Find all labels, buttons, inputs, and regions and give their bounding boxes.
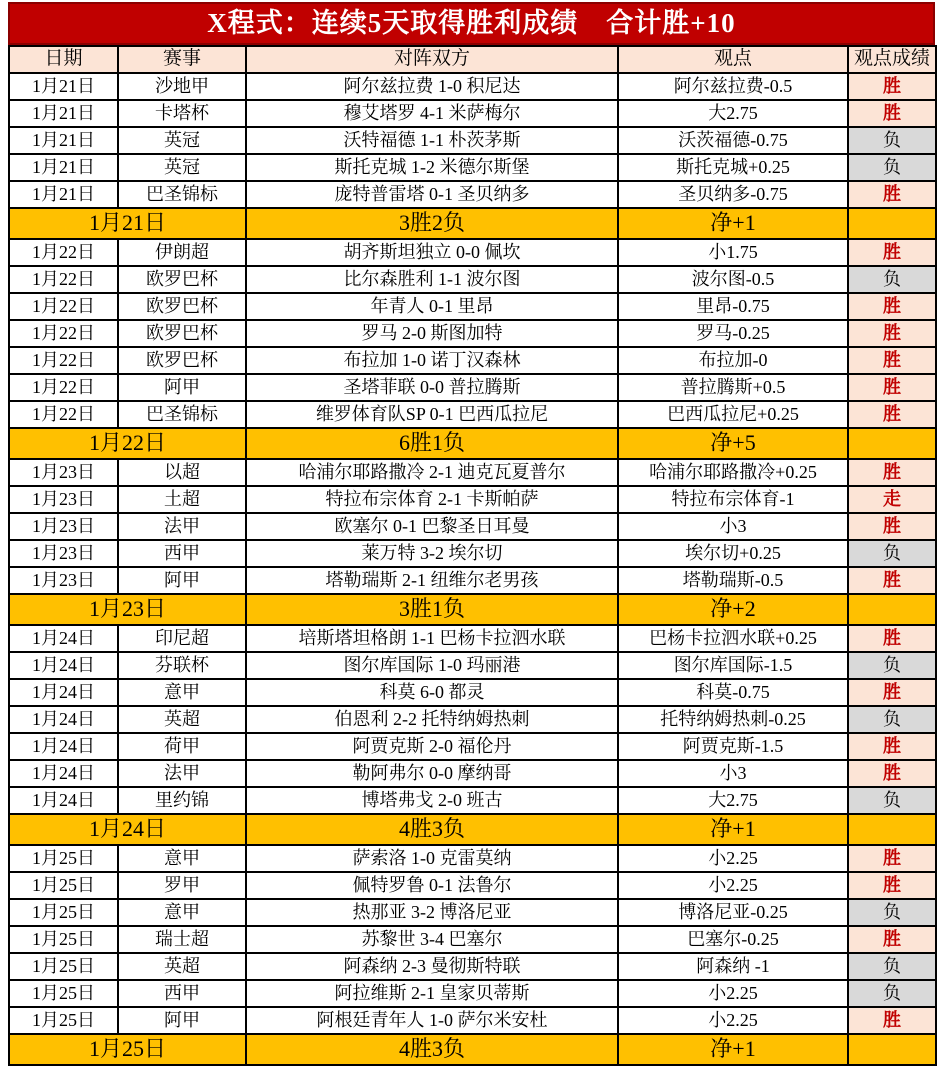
cell-league: 英超 <box>118 953 246 980</box>
cell-date: 1月23日 <box>9 540 118 567</box>
cell-matchup: 阿根廷青年人 1-0 萨尔米安杜 <box>246 1007 618 1034</box>
cell-pick: 小3 <box>618 513 848 540</box>
cell-matchup: 塔勒瑞斯 2-1 纽维尔老男孩 <box>246 567 618 594</box>
cell-matchup: 特拉布宗体育 2-1 卡斯帕萨 <box>246 486 618 513</box>
match-row <box>9 540 936 567</box>
cell-result: 胜 <box>848 401 936 428</box>
match-row <box>9 73 936 100</box>
match-row <box>9 513 936 540</box>
cell-result: 负 <box>848 953 936 980</box>
cell-matchup: 哈浦尔耶路撒冷 2-1 迪克瓦夏普尔 <box>246 459 618 486</box>
cell-pick: 小2.25 <box>618 1007 848 1034</box>
cell-date: 1月25日 <box>9 953 118 980</box>
match-row <box>9 320 936 347</box>
cell-matchup: 苏黎世 3-4 巴塞尔 <box>246 926 618 953</box>
cell-league: 英冠 <box>118 127 246 154</box>
cell-result: 负 <box>848 899 936 926</box>
match-row <box>9 266 936 293</box>
cell-date: 1月25日 <box>9 926 118 953</box>
cell-result: 胜 <box>848 679 936 706</box>
cell-league: 巴圣锦标 <box>118 181 246 208</box>
cell-date: 1月22日 <box>9 293 118 320</box>
cell-league: 沙地甲 <box>118 73 246 100</box>
cell-result: 胜 <box>848 845 936 872</box>
cell-league: 芬联杯 <box>118 652 246 679</box>
cell-matchup: 阿森纳 2-3 曼彻斯特联 <box>246 953 618 980</box>
cell-date: 1月22日 <box>9 374 118 401</box>
cell-pick: 布拉加-0 <box>618 347 848 374</box>
summary-net: 净+1 <box>618 208 848 239</box>
cell-result: 胜 <box>848 374 936 401</box>
cell-league: 意甲 <box>118 845 246 872</box>
summary-record: 4胜3负 <box>246 1034 618 1065</box>
match-row <box>9 374 936 401</box>
cell-date: 1月23日 <box>9 486 118 513</box>
cell-matchup: 圣塔菲联 0-0 普拉腾斯 <box>246 374 618 401</box>
results-table-body <box>9 73 936 1065</box>
column-header-league: 赛事 <box>118 46 246 73</box>
cell-matchup: 年青人 0-1 里昂 <box>246 293 618 320</box>
cell-date: 1月21日 <box>9 127 118 154</box>
cell-date: 1月21日 <box>9 100 118 127</box>
cell-pick: 小2.25 <box>618 872 848 899</box>
cell-pick: 小2.25 <box>618 845 848 872</box>
cell-date: 1月22日 <box>9 401 118 428</box>
cell-date: 1月24日 <box>9 787 118 814</box>
match-row <box>9 926 936 953</box>
match-row <box>9 154 936 181</box>
match-row <box>9 652 936 679</box>
match-row <box>9 980 936 1007</box>
cell-league: 以超 <box>118 459 246 486</box>
cell-pick: 沃茨福德-0.75 <box>618 127 848 154</box>
column-header-date: 日期 <box>9 46 118 73</box>
match-row <box>9 486 936 513</box>
summary-net: 净+1 <box>618 1034 848 1065</box>
cell-pick: 图尔库国际-1.5 <box>618 652 848 679</box>
cell-league: 欧罗巴杯 <box>118 293 246 320</box>
cell-result: 胜 <box>848 1007 936 1034</box>
summary-record: 4胜3负 <box>246 814 618 845</box>
cell-date: 1月21日 <box>9 73 118 100</box>
cell-matchup: 图尔库国际 1-0 玛丽港 <box>246 652 618 679</box>
day-summary-row <box>9 1034 936 1065</box>
cell-date: 1月24日 <box>9 733 118 760</box>
column-header-result: 观点成绩 <box>848 46 936 73</box>
cell-league: 土超 <box>118 486 246 513</box>
summary-date: 1月23日 <box>9 594 246 625</box>
summary-result-spacer <box>848 1034 936 1065</box>
cell-league: 瑞士超 <box>118 926 246 953</box>
summary-record: 3胜2负 <box>246 208 618 239</box>
cell-result: 胜 <box>848 73 936 100</box>
cell-result: 负 <box>848 652 936 679</box>
cell-pick: 罗马-0.25 <box>618 320 848 347</box>
cell-date: 1月24日 <box>9 652 118 679</box>
match-row <box>9 181 936 208</box>
cell-matchup: 阿拉维斯 2-1 皇家贝蒂斯 <box>246 980 618 1007</box>
match-row <box>9 787 936 814</box>
cell-date: 1月22日 <box>9 347 118 374</box>
cell-matchup: 罗马 2-0 斯图加特 <box>246 320 618 347</box>
cell-result: 胜 <box>848 239 936 266</box>
column-header-matchup: 对阵双方 <box>246 46 618 73</box>
summary-date: 1月22日 <box>9 428 246 459</box>
cell-date: 1月24日 <box>9 625 118 652</box>
cell-league: 法甲 <box>118 513 246 540</box>
summary-date: 1月25日 <box>9 1034 246 1065</box>
cell-result: 胜 <box>848 100 936 127</box>
cell-result: 胜 <box>848 567 936 594</box>
summary-net: 净+5 <box>618 428 848 459</box>
cell-result: 胜 <box>848 926 936 953</box>
cell-date: 1月24日 <box>9 760 118 787</box>
day-summary-row <box>9 814 936 845</box>
cell-league: 西甲 <box>118 540 246 567</box>
cell-date: 1月21日 <box>9 154 118 181</box>
match-row <box>9 567 936 594</box>
cell-league: 印尼超 <box>118 625 246 652</box>
summary-result-spacer <box>848 428 936 459</box>
cell-matchup: 庞特普雷塔 0-1 圣贝纳多 <box>246 181 618 208</box>
cell-league: 英超 <box>118 706 246 733</box>
betting-results-sheet <box>8 2 935 1066</box>
cell-date: 1月22日 <box>9 266 118 293</box>
cell-result: 走 <box>848 486 936 513</box>
cell-league: 意甲 <box>118 679 246 706</box>
cell-date: 1月25日 <box>9 980 118 1007</box>
cell-league: 西甲 <box>118 980 246 1007</box>
cell-result: 胜 <box>848 459 936 486</box>
cell-matchup: 穆艾塔罗 4-1 米萨梅尔 <box>246 100 618 127</box>
summary-net: 净+2 <box>618 594 848 625</box>
cell-pick: 托特纳姆热刺-0.25 <box>618 706 848 733</box>
column-header-pick: 观点 <box>618 46 848 73</box>
cell-pick: 哈浦尔耶路撒冷+0.25 <box>618 459 848 486</box>
cell-pick: 巴西瓜拉尼+0.25 <box>618 401 848 428</box>
cell-date: 1月24日 <box>9 706 118 733</box>
cell-matchup: 阿尔兹拉费 1-0 积尼达 <box>246 73 618 100</box>
cell-league: 卡塔杯 <box>118 100 246 127</box>
cell-result: 胜 <box>848 513 936 540</box>
cell-result: 胜 <box>848 347 936 374</box>
match-row <box>9 1007 936 1034</box>
cell-matchup: 斯托克城 1-2 米德尔斯堡 <box>246 154 618 181</box>
cell-league: 欧罗巴杯 <box>118 320 246 347</box>
cell-pick: 大2.75 <box>618 100 848 127</box>
summary-date: 1月24日 <box>9 814 246 845</box>
match-row <box>9 706 936 733</box>
cell-pick: 普拉腾斯+0.5 <box>618 374 848 401</box>
cell-date: 1月22日 <box>9 320 118 347</box>
cell-pick: 科莫-0.75 <box>618 679 848 706</box>
summary-date: 1月21日 <box>9 208 246 239</box>
cell-result: 胜 <box>848 872 936 899</box>
summary-net: 净+1 <box>618 814 848 845</box>
day-summary-row <box>9 208 936 239</box>
cell-league: 阿甲 <box>118 374 246 401</box>
match-row <box>9 347 936 374</box>
cell-league: 荷甲 <box>118 733 246 760</box>
cell-pick: 巴塞尔-0.25 <box>618 926 848 953</box>
cell-league: 欧罗巴杯 <box>118 347 246 374</box>
page-title: X程式：连续5天取得胜利成绩 合计胜+10 <box>8 2 935 45</box>
day-summary-row <box>9 594 936 625</box>
cell-result: 胜 <box>848 733 936 760</box>
cell-matchup: 莱万特 3-2 埃尔切 <box>246 540 618 567</box>
match-row <box>9 872 936 899</box>
cell-date: 1月25日 <box>9 845 118 872</box>
cell-matchup: 比尔森胜利 1-1 波尔图 <box>246 266 618 293</box>
cell-date: 1月25日 <box>9 1007 118 1034</box>
match-row <box>9 401 936 428</box>
cell-pick: 博洛尼亚-0.25 <box>618 899 848 926</box>
cell-league: 意甲 <box>118 899 246 926</box>
cell-league: 巴圣锦标 <box>118 401 246 428</box>
cell-result: 胜 <box>848 625 936 652</box>
cell-pick: 埃尔切+0.25 <box>618 540 848 567</box>
cell-pick: 阿尔兹拉费-0.5 <box>618 73 848 100</box>
cell-pick: 大2.75 <box>618 787 848 814</box>
cell-result: 胜 <box>848 293 936 320</box>
cell-league: 里约锦 <box>118 787 246 814</box>
cell-pick: 圣贝纳多-0.75 <box>618 181 848 208</box>
match-row <box>9 625 936 652</box>
cell-date: 1月23日 <box>9 567 118 594</box>
cell-matchup: 沃特福德 1-1 朴茨茅斯 <box>246 127 618 154</box>
cell-result: 负 <box>848 980 936 1007</box>
match-row <box>9 679 936 706</box>
cell-pick: 塔勒瑞斯-0.5 <box>618 567 848 594</box>
cell-result: 胜 <box>848 320 936 347</box>
cell-result: 负 <box>848 706 936 733</box>
match-row <box>9 100 936 127</box>
cell-date: 1月25日 <box>9 872 118 899</box>
cell-matchup: 勒阿弗尔 0-0 摩纳哥 <box>246 760 618 787</box>
match-row <box>9 845 936 872</box>
cell-matchup: 萨索洛 1-0 克雷莫纳 <box>246 845 618 872</box>
cell-pick: 阿森纳 -1 <box>618 953 848 980</box>
cell-league: 罗甲 <box>118 872 246 899</box>
cell-pick: 特拉布宗体育-1 <box>618 486 848 513</box>
table-header-row <box>9 46 936 73</box>
cell-result: 负 <box>848 787 936 814</box>
cell-matchup: 科莫 6-0 都灵 <box>246 679 618 706</box>
cell-pick: 小1.75 <box>618 239 848 266</box>
summary-record: 6胜1负 <box>246 428 618 459</box>
cell-pick: 斯托克城+0.25 <box>618 154 848 181</box>
cell-matchup: 欧塞尔 0-1 巴黎圣日耳曼 <box>246 513 618 540</box>
cell-result: 胜 <box>848 181 936 208</box>
cell-result: 负 <box>848 266 936 293</box>
match-row <box>9 293 936 320</box>
cell-matchup: 布拉加 1-0 诺丁汉森林 <box>246 347 618 374</box>
cell-pick: 小2.25 <box>618 980 848 1007</box>
cell-date: 1月25日 <box>9 899 118 926</box>
cell-matchup: 胡齐斯坦独立 0-0 佩坎 <box>246 239 618 266</box>
cell-matchup: 佩特罗鲁 0-1 法鲁尔 <box>246 872 618 899</box>
cell-pick: 波尔图-0.5 <box>618 266 848 293</box>
summary-result-spacer <box>848 208 936 239</box>
cell-pick: 小3 <box>618 760 848 787</box>
match-row <box>9 459 936 486</box>
day-summary-row <box>9 428 936 459</box>
summary-result-spacer <box>848 594 936 625</box>
results-table <box>8 45 937 1066</box>
cell-league: 阿甲 <box>118 567 246 594</box>
summary-result-spacer <box>848 814 936 845</box>
cell-date: 1月23日 <box>9 513 118 540</box>
cell-league: 伊朗超 <box>118 239 246 266</box>
cell-matchup: 热那亚 3-2 博洛尼亚 <box>246 899 618 926</box>
match-row <box>9 953 936 980</box>
cell-pick: 阿贾克斯-1.5 <box>618 733 848 760</box>
cell-league: 阿甲 <box>118 1007 246 1034</box>
match-row <box>9 733 936 760</box>
match-row <box>9 127 936 154</box>
cell-league: 法甲 <box>118 760 246 787</box>
match-row <box>9 899 936 926</box>
cell-matchup: 培斯塔坦格朗 1-1 巴杨卡拉泗水联 <box>246 625 618 652</box>
cell-matchup: 博塔弗戈 2-0 班古 <box>246 787 618 814</box>
cell-result: 负 <box>848 154 936 181</box>
cell-league: 英冠 <box>118 154 246 181</box>
match-row <box>9 760 936 787</box>
cell-result: 胜 <box>848 760 936 787</box>
cell-date: 1月21日 <box>9 181 118 208</box>
cell-result: 负 <box>848 540 936 567</box>
match-row <box>9 239 936 266</box>
cell-result: 负 <box>848 127 936 154</box>
cell-date: 1月24日 <box>9 679 118 706</box>
cell-league: 欧罗巴杯 <box>118 266 246 293</box>
cell-matchup: 维罗体育队SP 0-1 巴西瓜拉尼 <box>246 401 618 428</box>
cell-date: 1月22日 <box>9 239 118 266</box>
summary-record: 3胜1负 <box>246 594 618 625</box>
cell-matchup: 阿贾克斯 2-0 福伦丹 <box>246 733 618 760</box>
cell-pick: 里昂-0.75 <box>618 293 848 320</box>
cell-pick: 巴杨卡拉泗水联+0.25 <box>618 625 848 652</box>
cell-date: 1月23日 <box>9 459 118 486</box>
cell-matchup: 伯恩利 2-2 托特纳姆热刺 <box>246 706 618 733</box>
